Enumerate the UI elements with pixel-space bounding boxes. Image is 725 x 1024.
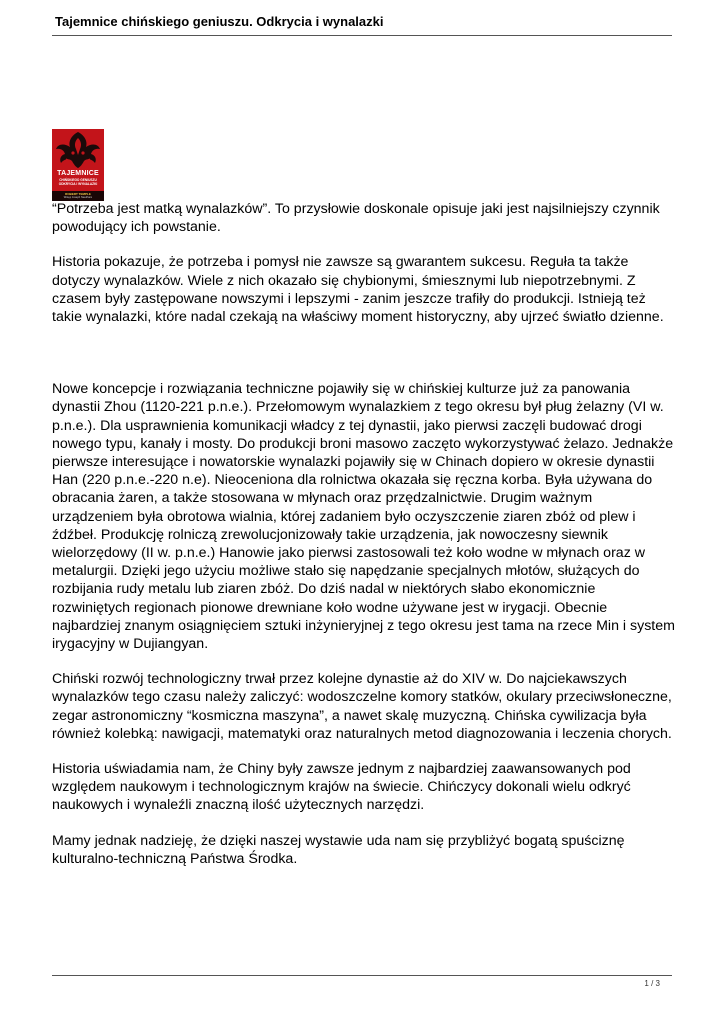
cover-author-note: Wstęp Joseph Needham xyxy=(63,196,93,199)
paragraph-exhibition: Mamy jednak nadzieję, że dzięki naszej wystawie uda nam się przybliżyć bogatą spuściznę kulturalno-techniczną Państwa Środka. xyxy=(52,832,625,867)
page-number: 1 / 3 xyxy=(644,979,660,988)
book-cover-image xyxy=(52,129,104,201)
cover-subtitle-line: CHIŃSKIEGO GENIUSZU xyxy=(59,178,97,182)
cover-dragon-ornament xyxy=(52,129,104,171)
paragraph-dynasties: Nowe koncepcje i rozwiązania techniczne pojawiły się w chińskiej kulturze już za panowania dynastii Zhou (1120-221 p.n.e.). Przełomowym wynalazkiem z tego okresu był pług żelazny (VI w. p.n.e.). Dla usprawnienia komunikacji władcy z tej dynastii, jako pierwsi zaczęli budować drogi nowego typu, kanały i mosty. Do produkcji broni masowo zaczęto wykorzystywać żelazo. Jednakże pierwsze interesujące i nowatorskie wynalazki pojawiły się w Chinach dopiero w okresie dynastii Han (220 p.n.e.-220 n.e). Nieoceniona dla rolnictwa okazała się ręczna korba. Była używana do obracania żaren, a także stosowana w młynach oraz przędzalnictwie. Drugim ważnym urządzeniem była obrotowa wialnia, której zadaniem było oczyszczenie ziaren zbóż od plew i źdźbeł. Produkcję rolniczą zrewolucjonizowały takie urządzenia, jak nowoczesny siewnik wielorzędowy (II w. p.n.e.) Hanowie jako pierwsi zastosowali też koło wodne w młynach oraz w metalurgii. Dzięki jego użyciu możliwe stało się napędzanie specjalnych młotów, służących do rozbijania rudy metalu lub ziaren zbóż. Do dziś nadal w niektórych słabo ekonomicznie rozwiniętych regionach pionowe drewniane koło wodne używane jest w irygacji. Obecnie najbardziej znanym osiągnięciem sztuki inżynieryjnej z tego okresu jest tama na rzece Min i system irygacyjny w Dujiangyan. xyxy=(52,381,675,653)
footer-divider xyxy=(52,975,672,976)
paragraph-history: Historia pokazuje, że potrzeba i pomysł nie zawsze są gwarantem sukcesu. Reguła ta także dotyczy wynalazków. Wiele z nich okazało się chybionymi, śmiesznymi lub niepotrzebnymi. Z czasem były zastępowane nowszymi i lepszymi - zanim jeszcze trafiły do produkcji. Istnieją też takie wynalazki, które nadal czekają na właściwy moment historyczny, aby ujrzeć światło dzienne. xyxy=(52,254,664,326)
header-divider xyxy=(52,35,672,36)
article-body xyxy=(52,200,677,868)
page-header-title: Tajemnice chińskiego geniuszu. Odkrycia i wynalazki xyxy=(55,14,384,29)
paragraph-development: Chiński rozwój technologiczny trwał przez kolejne dynastie aż do XIV w. Do najciekawszych wynalazków tego czasu należy zaliczyć: wodoszczelne komory statków, okulary przeciwsłoneczne, zegar astronomiczny “kosmiczna maszyna”, a nawet skalę muzyczną. Chińska cywilizacja była również kolebką: nawigacji, matematyki oraz naturalnych metod diagnozowania i leczenia chorych. xyxy=(52,671,672,742)
paragraph-advanced: Historia uświadamia nam, że Chiny były zawsze jednym z najbardziej zaawansowanych pod względem naukowym i technologicznym krajów na świecie. Chińczycy dokonali wielu odkryć naukowych i wynaleźli znaczną ilość użytecznych narzędzi. xyxy=(52,761,631,814)
cover-subtitle xyxy=(52,178,104,186)
cover-title: TAJEMNICE xyxy=(57,170,99,177)
cover-subtitle-line: ODKRYCIA I WYNALAZKI xyxy=(58,182,98,186)
paragraph-proverb: “Potrzeba jest matką wynalazków”. To przysłowie doskonale opisuje jaki jest najsilniejszy czynnik powodujący ich powstanie. xyxy=(52,201,660,236)
cover-author: ROBERT TEMPLE xyxy=(65,192,91,196)
